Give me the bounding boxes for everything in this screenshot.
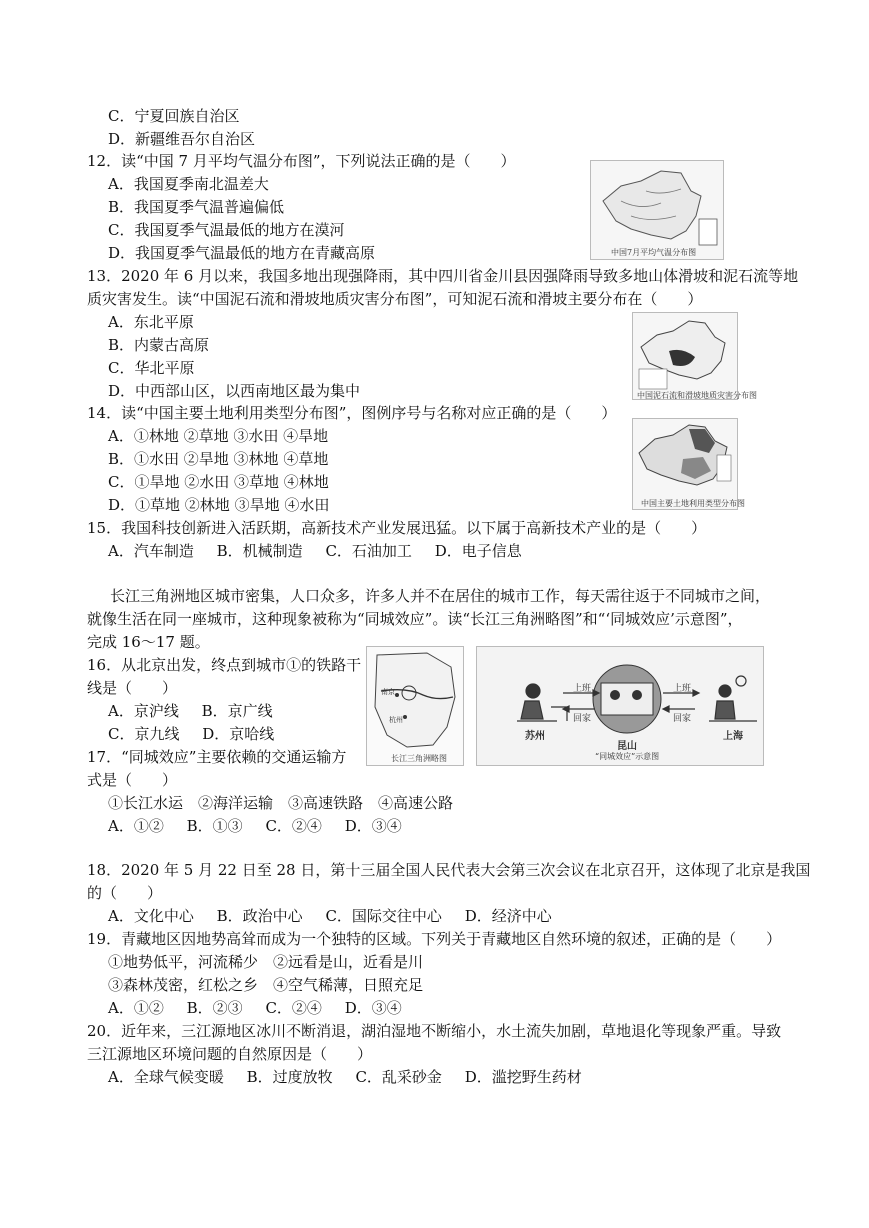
delta-map-caption: 长江三角洲略图 bbox=[391, 754, 447, 763]
q12-stem: 12．读“中国 7 月平均气温分布图”，下列说法正确的是（ ） bbox=[87, 152, 516, 170]
q15-stem: 15．我国科技创新进入活跃期，高新技术产业发展迅猛。以下属于高新技术产业的是（ ） bbox=[87, 519, 707, 537]
q17-options bbox=[108, 816, 420, 836]
q20-option-d: D．滥挖野生药材 bbox=[464, 1068, 582, 1086]
delta-label-hangzhou: 杭州 bbox=[389, 716, 403, 724]
q18-option-d: D．经济中心 bbox=[464, 907, 552, 925]
q14-figure-caption: 中国主要土地利用类型分布图 bbox=[641, 499, 745, 508]
q18-stem-line1: 18．2020 年 5 月 22 日至 28 日，第十三届全国人民代表大会第三次会议在北京召开，这体现了北京是我国 bbox=[87, 861, 811, 879]
q17-option-c: C．②④ bbox=[265, 817, 322, 835]
q16-option-c: C．京九线 bbox=[108, 725, 180, 743]
q16-options-row1 bbox=[108, 701, 291, 721]
q17-stem-line2: 式是（ ） bbox=[87, 771, 178, 789]
q18-option-c: C．国际交往中心 bbox=[325, 907, 442, 925]
q19-option-c: C．②④ bbox=[265, 999, 322, 1017]
q16-option-d: D．京哈线 bbox=[202, 725, 275, 743]
q11-option-d: D．新疆维吾尔自治区 bbox=[108, 130, 256, 148]
passage-line3: 完成 16～17 题。 bbox=[87, 633, 210, 651]
q14-stem: 14．读“中国主要土地利用类型分布图”，图例序号与名称对应正确的是（ ） bbox=[87, 404, 617, 422]
q13-option-b: B．内蒙古高原 bbox=[108, 336, 210, 354]
q13-stem-line1: 13．2020 年 6 月以来，我国多地出现强降雨，其中四川省金川县因强降雨导致多地山体滑坡和泥石流等地 bbox=[87, 267, 799, 285]
q16-options-row2 bbox=[108, 724, 292, 744]
q19-option-b: B．②③ bbox=[186, 999, 243, 1017]
effect-city-kunshan: 昆山 bbox=[617, 741, 637, 752]
q20-option-b: B．过度放牧 bbox=[246, 1068, 333, 1086]
q19-option-d: D．③④ bbox=[344, 999, 402, 1017]
q18-stem-line2: 的（ ） bbox=[87, 884, 163, 902]
q14-option-d: D．①草地 ②林地 ③旱地 ④水田 bbox=[108, 496, 330, 514]
q11-option-c: C．宁夏回族自治区 bbox=[108, 107, 240, 125]
q13-landslide-map bbox=[632, 312, 757, 400]
q18-option-a: A．文化中心 bbox=[108, 907, 194, 925]
q17-stem-line1: 17．“同城效应”主要依赖的交通运输方 bbox=[87, 748, 347, 766]
q17-option-a: A．①② bbox=[108, 817, 164, 835]
q15-option-a: A．汽车制造 bbox=[108, 542, 194, 560]
q14-option-b: B．①水田 ②旱地 ③林地 ④草地 bbox=[108, 450, 329, 468]
q13-figure-caption: 中国泥石流和滑坡地质灾害分布图 bbox=[637, 391, 757, 400]
effect-diagram-caption: “同城效应”示意图 bbox=[595, 752, 660, 761]
q17-items: ①长江水运 ②海洋运输 ③高速铁路 ④高速公路 bbox=[108, 794, 454, 812]
q19-items-line1: ①地势低平，河流稀少 ②远看是山，近看是川 bbox=[108, 953, 424, 971]
q20-stem-line1: 20．近年来，三江源地区冰川不断消退，湖泊湿地不断缩小，水土流失加剧，草地退化等现象严重。导致 bbox=[87, 1022, 782, 1040]
q13-stem-line2: 质灾害发生。读“中国泥石流和滑坡地质灾害分布图”，可知泥石流和滑坡主要分布在（ ） bbox=[87, 290, 703, 308]
q15-option-d: D．电子信息 bbox=[434, 542, 522, 560]
q12-option-d: D．我国夏季气温最低的地方在青藏高原 bbox=[108, 244, 376, 262]
passage-line1: 长江三角洲地区城市密集，人口众多，许多人并不在居住的城市工作，每天需往返于不同城市之间， bbox=[110, 587, 771, 605]
q20-options bbox=[108, 1067, 600, 1087]
q16-option-a: A．京沪线 bbox=[108, 702, 179, 720]
q16-stem-line2: 线是（ ） bbox=[87, 679, 178, 697]
same-city-effect-diagram bbox=[476, 646, 764, 766]
effect-arrow-up-left: 上班 bbox=[573, 684, 592, 694]
q20-option-a: A．全球气候变暖 bbox=[108, 1068, 224, 1086]
effect-city-suzhou: 苏州 bbox=[525, 731, 545, 742]
q19-stem: 19．青藏地区因地势高耸而成为一个独特的区域。下列关于青藏地区自然环境的叙述，正确的是（ ） bbox=[87, 930, 782, 948]
yangtze-delta-map bbox=[366, 646, 464, 766]
q17-option-b: B．①③ bbox=[186, 817, 243, 835]
q15-option-c: C．石油加工 bbox=[325, 542, 412, 560]
q12-option-a: A．我国夏季南北温差大 bbox=[108, 175, 269, 193]
effect-arrow-up-right: 上班 bbox=[673, 684, 692, 694]
q14-option-a: A．①林地 ②草地 ③水田 ④旱地 bbox=[108, 427, 329, 445]
q19-options bbox=[108, 998, 420, 1018]
q20-option-c: C．乱采砂金 bbox=[355, 1068, 442, 1086]
q12-temperature-map bbox=[590, 160, 724, 260]
q14-land-use-map bbox=[632, 418, 745, 510]
passage-line2: 就像生活在同一座城市，这种现象被称为“同城效应”。读“长江三角洲略图”和“‘同城效应’示意图”， bbox=[87, 610, 743, 628]
q12-option-b: B．我国夏季气温普遍偏低 bbox=[108, 198, 285, 216]
q15-options bbox=[108, 541, 540, 561]
q20-stem-line2: 三江源地区环境问题的自然原因是（ ） bbox=[87, 1045, 373, 1063]
q19-items-line2: ③森林茂密，红松之乡 ④空气稀薄，日照充足 bbox=[108, 976, 424, 994]
effect-arrow-back-left: 回家 bbox=[573, 714, 592, 724]
effect-city-shanghai: 上海 bbox=[723, 731, 743, 742]
q18-options bbox=[108, 906, 570, 926]
q13-option-c: C．华北平原 bbox=[108, 359, 195, 377]
q15-option-b: B．机械制造 bbox=[216, 542, 303, 560]
q13-option-a: A．东北平原 bbox=[108, 313, 194, 331]
q13-option-d: D．中西部山区，以西南地区最为集中 bbox=[108, 382, 361, 400]
q14-option-c: C．①旱地 ②水田 ③草地 ④林地 bbox=[108, 473, 329, 491]
q18-option-b: B．政治中心 bbox=[216, 907, 303, 925]
effect-arrow-back-right: 回家 bbox=[673, 714, 692, 724]
q16-option-b: B．京广线 bbox=[201, 702, 273, 720]
q12-option-c: C．我国夏季气温最低的地方在漠河 bbox=[108, 221, 345, 239]
q12-figure-caption: 中国7月平均气温分布图 bbox=[611, 248, 697, 257]
delta-label-nanjing: 南京 bbox=[381, 688, 395, 696]
q16-stem-line1: 16．从北京出发，终点到城市①的铁路干 bbox=[87, 656, 362, 674]
q19-option-a: A．①② bbox=[108, 999, 164, 1017]
q17-option-d: D．③④ bbox=[344, 817, 402, 835]
